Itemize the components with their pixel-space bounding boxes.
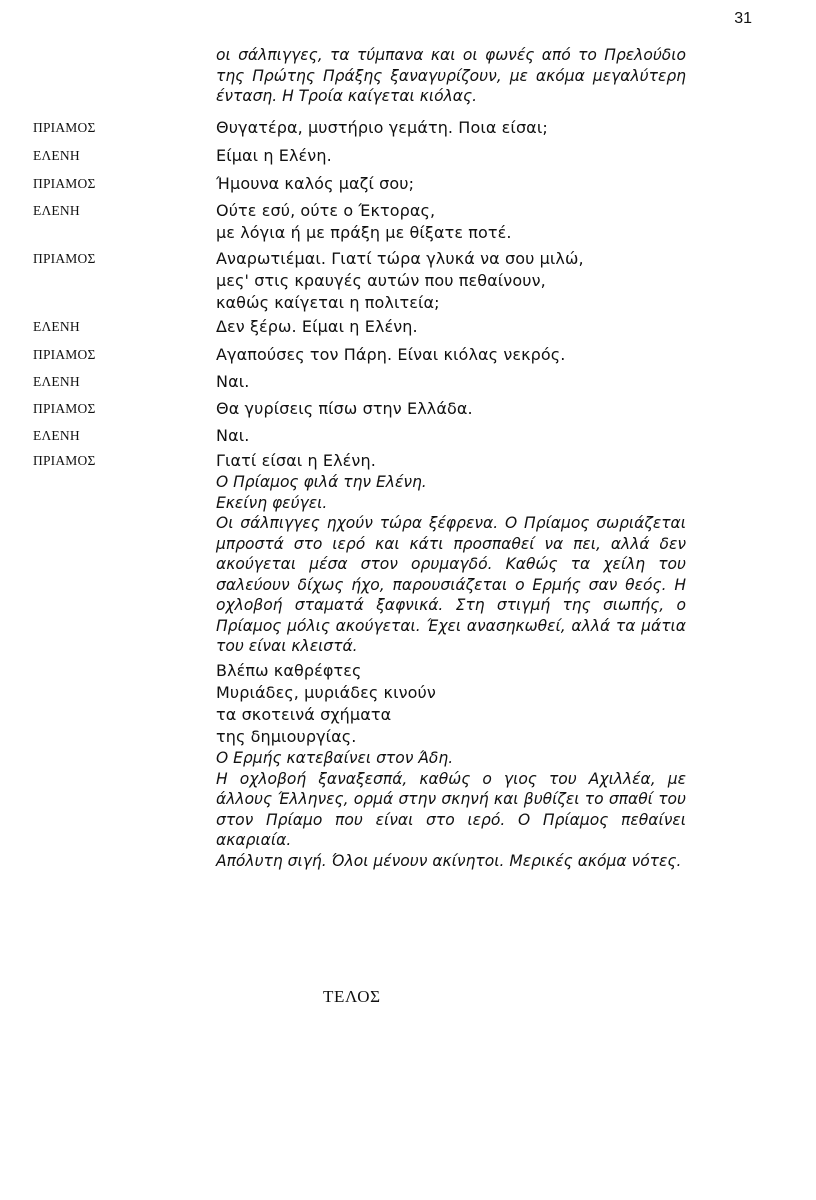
speaker-name: ΕΛΕΝΗ (33, 374, 80, 389)
dialogue-line: Ούτε εσύ, ούτε ο Έκτορας, (216, 201, 436, 220)
stage-direction: Εκείνη φεύγει. (216, 493, 328, 512)
dialogue-line: Αγαπούσες τον Πάρη. Είναι κιόλας νεκρός. (216, 345, 566, 364)
verse-line: Βλέπω καθρέφτες (216, 661, 362, 680)
stage-direction: Ο Πρίαμος φιλά την Ελένη. (216, 473, 427, 491)
dialogue-line: Είμαι η Ελένη. (216, 146, 332, 165)
speaker-name: ΕΛΕΝΗ (33, 428, 80, 443)
speaker-name: ΠΡΙΑΜΟΣ (33, 347, 96, 362)
verse-line: Μυριάδες, μυριάδες κινούν (216, 683, 436, 702)
speaker-name: ΕΛΕΝΗ (33, 148, 80, 163)
dialogue-line: καθώς καίγεται η πολιτεία; (216, 293, 440, 312)
stage-direction: Οι σάλπιγγες ηχούν τώρα ξέφρενα. Ο Πρίαμος σωριάζεται μπροστά στο ιερό και κάτι προσπαθεί να πει, αλλά δεν ακούγεται μέσα στον ορυμαγδό. Καθώς τα χείλη του σαλεύουν δίχως ήχο, παρουσιάζεται ο Ερμής σαν θεός. Η οχλοβοή σταματά ξαφνικά. Στη στιγμή της σιωπής, ο Πρίαμος μόλις ακούγεται. Έχει ανασηκωθεί, αλλά τα μάτια του είναι κλειστά. (216, 514, 686, 655)
dialogue-line: Ήμουνα καλός μαζί σου; (216, 174, 415, 193)
ending-title: ΤΕΛΟΣ (323, 987, 381, 1006)
stage-direction-block (216, 472, 686, 657)
stage-direction: Η οχλοβοή ξαναξεσπά, καθώς ο γιος του Αχιλλέα, με άλλους Έλληνες, ορμά στην σκηνή και βυθίζει το σπαθί του στον Πρίαμο που είναι στο ιερό. Ο Πρίαμος πεθαίνει ακαριαία. (216, 769, 686, 849)
dialogue-line: Θυγατέρα, μυστήριο γεμάτη. Ποια είσαι; (216, 118, 548, 137)
dialogue-line: με λόγια ή με πράξη με θίξατε ποτέ. (216, 223, 512, 242)
speaker-name: ΠΡΙΑΜΟΣ (33, 120, 96, 135)
speaker-name: ΠΡΙΑΜΟΣ (33, 401, 96, 416)
dialogue-line: Δεν ξέρω. Είμαι η Ελένη. (216, 317, 418, 336)
dialogue-line: Αναρωτιέμαι. Γιατί τώρα γλυκά να σου μιλώ, (216, 249, 584, 268)
dialogue-line: Θα γυρίσεις πίσω στην Ελλάδα. (216, 399, 473, 418)
priam-verse (216, 660, 686, 748)
dialogue-line: Ναι. (216, 426, 250, 445)
speaker-name: ΕΛΕΝΗ (33, 203, 80, 218)
speaker-name: ΠΡΙΑΜΟΣ (33, 251, 96, 266)
page-number: 31 (734, 10, 752, 27)
dialogue-line: Γιατί είσαι η Ελένη. (216, 451, 376, 470)
speaker-name: ΠΡΙΑΜΟΣ (33, 453, 96, 468)
verse-line: τα σκοτεινά σχήματα (216, 705, 392, 724)
speaker-name: ΕΛΕΝΗ (33, 319, 80, 334)
verse-line: της δημιουργίας. (216, 727, 357, 746)
closing-stage-block (216, 748, 686, 871)
stage-direction: Απόλυτη σιγή. Όλοι μένουν ακίνητοι. Μερικές ακόμα νότες. (216, 851, 682, 870)
stage-direction: Ο Ερμής κατεβαίνει στον Άδη. (216, 749, 454, 767)
dialogue-line: μες' στις κραυγές αυτών που πεθαίνουν, (216, 271, 546, 290)
dialogue-line: Ναι. (216, 372, 250, 391)
opening-stage-direction: οι σάλπιγγες, τα τύμπανα και οι φωνές από το Πρελούδιο της Πρώτης Πράξης ξαναγυρίζουν, με ακόμα μεγαλύτερη ένταση. Η Τροία καίγεται κιόλας. (216, 46, 686, 105)
speaker-name: ΠΡΙΑΜΟΣ (33, 176, 96, 191)
